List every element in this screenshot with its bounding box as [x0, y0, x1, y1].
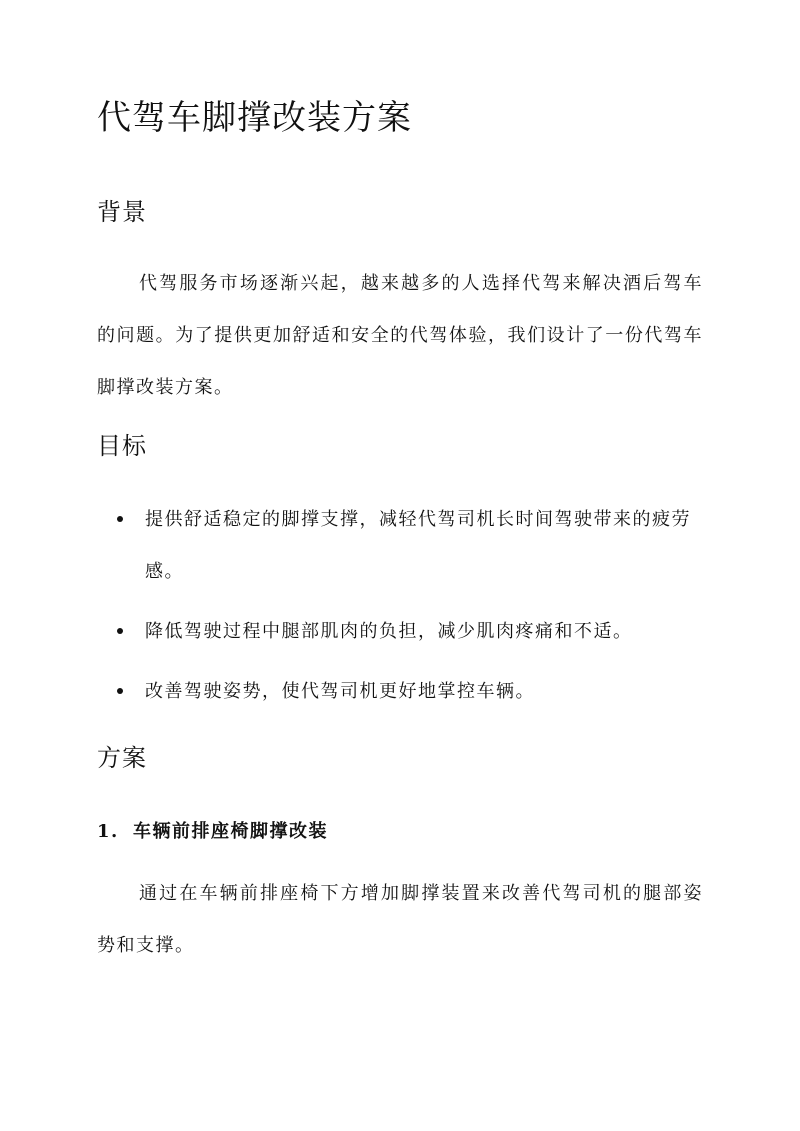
plan-paragraph: 通过在车辆前排座椅下方增加脚撑装置来改善代驾司机的腿部姿势和支撑。: [97, 883, 703, 956]
bullet-icon: [117, 628, 123, 634]
section-heading-plan: 方案: [97, 744, 147, 772]
subsection-number: 1.: [97, 821, 119, 842]
bullet-icon: [117, 516, 123, 522]
section-heading-background: 背景: [97, 198, 147, 226]
goal-text: 降低驾驶过程中腿部肌肉的负担，减少肌肉疼痛和不适。: [145, 621, 633, 642]
goal-text: 提供舒适稳定的脚撑支撑，减轻代驾司机长时间驾驶带来的疲劳感。: [145, 509, 691, 582]
background-paragraph: 代驾服务市场逐渐兴起，越来越多的人选择代驾来解决酒后驾车的问题。为了提供更加舒适和安全的代驾体验，我们设计了一份代驾车脚撑改装方案。: [97, 273, 703, 398]
subsection-heading: [97, 818, 328, 846]
bullet-icon: [117, 688, 123, 694]
goal-text: 改善驾驶姿势，使代驾司机更好地掌控车辆。: [145, 681, 535, 702]
document-title: 代驾车脚撑改装方案: [97, 98, 412, 138]
section-heading-goals: 目标: [97, 432, 147, 460]
subsection-title: 车辆前排座椅脚撑改装: [133, 821, 328, 842]
